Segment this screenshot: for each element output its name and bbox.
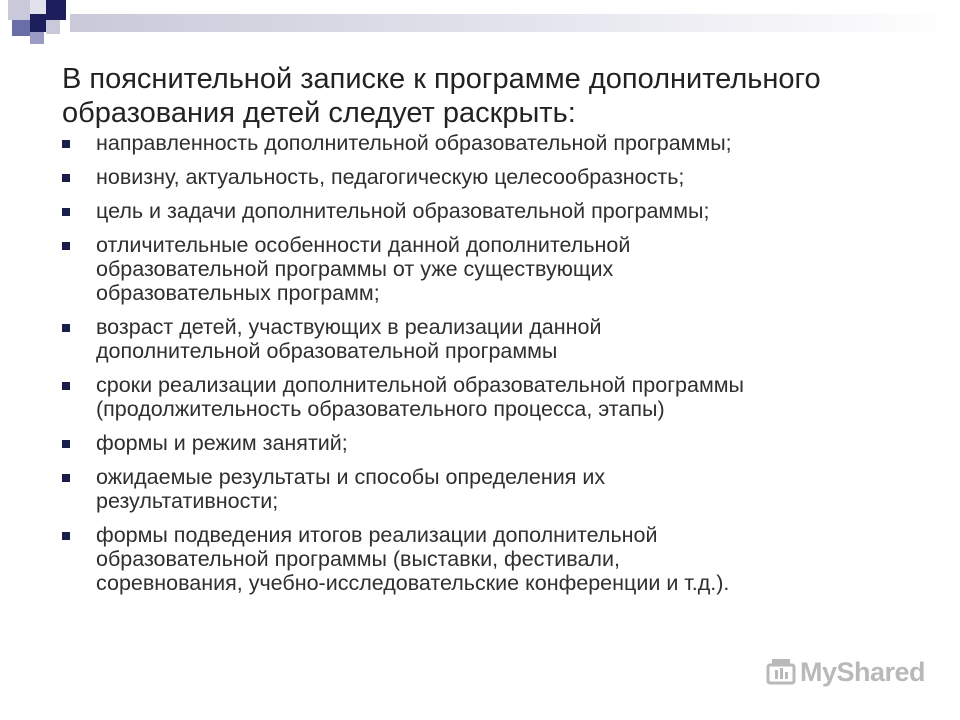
list-item-text: результативности; — [96, 489, 279, 513]
deco-square — [30, 14, 46, 32]
title-line: В пояснительной записке к программе дополнительного — [62, 63, 821, 95]
list-item — [62, 165, 922, 189]
list-item-text: образовательных программ; — [96, 281, 380, 305]
bullet-list — [62, 131, 922, 605]
list-item-text: дополнительной образовательной программы — [96, 339, 558, 363]
mortarboard-icon — [766, 657, 796, 687]
list-item — [62, 373, 922, 421]
list-item — [62, 315, 922, 363]
square-bullet-icon — [62, 324, 70, 332]
header-bar — [70, 14, 960, 32]
list-item — [62, 233, 922, 305]
square-bullet-icon — [62, 440, 70, 448]
watermark — [766, 654, 925, 690]
deco-square — [46, 20, 60, 34]
list-item-text: отличительные особенности данной дополнительной — [96, 233, 631, 257]
list-item — [62, 523, 922, 595]
title-line: образования детей следует раскрыть: — [62, 97, 576, 129]
slide-title — [62, 62, 922, 130]
list-item — [62, 431, 922, 455]
list-item — [62, 131, 922, 155]
list-item-text: возраст детей, участвующих в реализации данной — [96, 315, 602, 339]
square-bullet-icon — [62, 382, 70, 390]
deco-square — [12, 20, 30, 36]
list-item-text: соревнования, учебно-исследовательские конференции и т.д.). — [96, 571, 730, 595]
list-item — [62, 199, 922, 223]
corner-decoration — [0, 0, 960, 60]
square-bullet-icon — [62, 242, 70, 250]
list-item — [62, 465, 922, 513]
list-item-text: образовательной программы от уже существующих — [96, 257, 614, 281]
square-bullet-icon — [62, 208, 70, 216]
list-item-text: новизну, актуальность, педагогическую целесообразность; — [96, 165, 685, 189]
list-item-text: формы подведения итогов реализации дополнительной — [96, 523, 658, 547]
square-bullet-icon — [62, 174, 70, 182]
deco-square — [30, 32, 44, 44]
deco-square — [8, 0, 30, 20]
deco-square — [30, 0, 46, 14]
list-item-text: цель и задачи дополнительной образовательной программы; — [96, 199, 710, 223]
deco-square — [46, 0, 66, 20]
list-item-text: формы и режим занятий; — [96, 431, 348, 455]
list-item-text: направленность дополнительной образовательной программы; — [96, 131, 732, 155]
watermark-text: MyShared — [800, 656, 926, 687]
square-bullet-icon — [62, 532, 70, 540]
square-bullet-icon — [62, 140, 70, 148]
list-item-text: ожидаемые результаты и способы определения их — [96, 465, 606, 489]
list-item-text: сроки реализации дополнительной образовательной программы — [96, 373, 744, 397]
square-bullet-icon — [62, 474, 70, 482]
list-item-text: (продолжительность образовательного процесса, этапы) — [96, 397, 665, 421]
list-item-text: образовательной программы (выставки, фестивали, — [96, 547, 620, 571]
